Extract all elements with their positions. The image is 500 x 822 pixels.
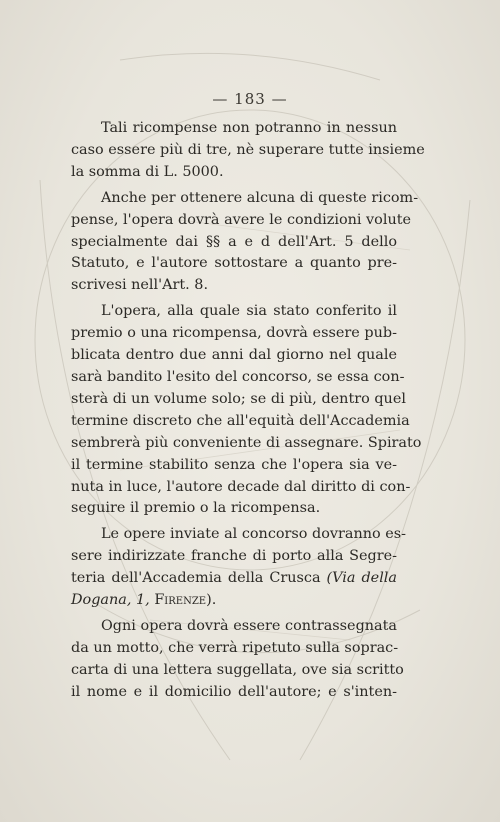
text-line: Le opere inviate al concorso dovranno es- xyxy=(101,526,407,543)
paragraph-4 xyxy=(71,524,407,612)
text-line: sere indirizzate franche di porto alla Segre- xyxy=(71,548,397,565)
text-line: specialmente dai §§ a e d dell'Art. 5 dello xyxy=(71,233,397,250)
text-line: sarà bandito l'esito del concorso, se essa con- xyxy=(71,368,405,385)
paragraph-5 xyxy=(71,616,404,704)
paragraph-3 xyxy=(71,301,422,520)
text-line: sembrerà più conveniente di assegnare. Spirato xyxy=(71,434,422,451)
text-line: da un motto, che verrà ripetuto sulla soprac- xyxy=(71,639,399,656)
paragraph-2 xyxy=(71,188,419,298)
text-line: la somma di L. 5000. xyxy=(71,163,224,180)
text-line: seguire il premio o la ricompensa. xyxy=(71,500,321,517)
body-text xyxy=(71,118,425,704)
text-line: Tali ricompense non potranno in nessun xyxy=(101,120,397,136)
text-line: scrivesi nell'Art. 8. xyxy=(71,277,209,294)
text-line: Ogni opera dovrà essere contrassegnata xyxy=(101,617,397,634)
italic-run: (Via della xyxy=(320,570,397,587)
paragraph-1 xyxy=(71,118,425,184)
text-run: teria dell'Accademia della Crusca xyxy=(71,570,321,587)
text-line: il termine stabilito senza che l'opera sia ve- xyxy=(71,456,397,473)
text-line xyxy=(71,568,397,590)
text-line: pense, l'opera dovrà avere le condizioni volute xyxy=(71,211,412,228)
text-line: blicata dentro due anni dal giorno nel quale xyxy=(71,347,397,364)
text-line: carta di una lettera suggellata, ove sia scritto xyxy=(71,661,404,678)
text-line: caso essere più di tre, nè superare tutte insieme xyxy=(71,141,425,158)
text-line: termine discreto che all'equità dell'Accademia xyxy=(71,412,410,429)
text-line: sterà di un volume solo; se di più, dentro quel xyxy=(71,390,406,407)
text-line: premio o una ricompensa, dovrà essere pub- xyxy=(71,325,397,342)
text-line xyxy=(71,590,397,612)
text-line: L'opera, alla quale sia stato conferito il xyxy=(101,303,397,320)
page-number: — 183 — xyxy=(212,90,288,108)
text-line: nuta in luce, l'autore decade dal diritto di con- xyxy=(71,478,411,495)
italic-run: Dogana, 1, xyxy=(71,592,150,609)
text-line: Anche per ottenere alcuna di queste ricom- xyxy=(101,189,419,206)
small-caps-run: Firenze xyxy=(154,592,207,609)
text-line: il nome e il domicilio dell'autore; e s'inten- xyxy=(71,683,397,700)
text-run: ). xyxy=(206,592,217,609)
text-line: Statuto, e l'autore sottostare a quanto pre- xyxy=(71,255,397,272)
